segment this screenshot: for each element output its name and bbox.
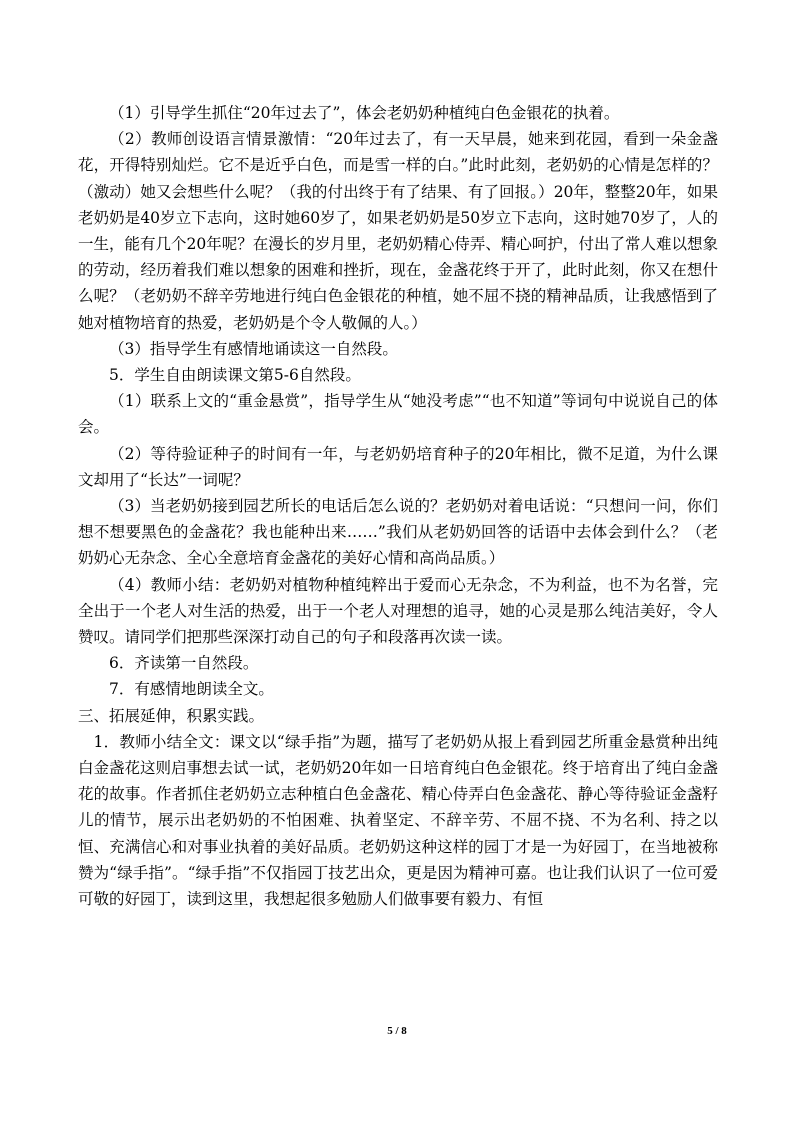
paragraph: （2）教师创设语言情景激情：“20年过去了，有一天早晨，她来到花园，看到一朵金盏花，开得特别灿烂。它不是近乎白色，而是雪一样的白。”此时此刻，老奶奶的心情是怎样的？（激动）她又会想些什么呢？（我的付出终于有了结果、有了回报。）20年，整整20年，如果老奶奶是40岁立下志向，这时她60岁了，如果老奶奶是50岁立下志向，这时她70岁了，人的一生，能有几个20年呢？在漫长的岁月里，老奶奶精心侍弄、精心呵护，付出了常人难以想象的劳动，经历着我们难以想象的困难和挫折，现在，金盏花终于开了，此时此刻，你又在想什么呢？（老奶奶不辞辛劳地进行纯白色金银花的种植，她不屈不挠的精神品质，让我感悟到了她对植物培育的热爱，老奶奶是个令人敬佩的人。）	[78, 130, 718, 332]
document-body	[78, 100, 718, 912]
paragraph: 7．有感情地朗读全文。	[109, 680, 274, 699]
paragraph: （3）当老奶奶接到园艺所长的电话后怎么说的？老奶奶对着电话说：“只想问一问，你们想不想要黑色的金盏花？我也能种出来……”我们从老奶奶回答的话语中去体会到什么？（老奶奶心无杂念、全心全意培育金盏花的美好心情和高尚品质。）	[78, 497, 718, 568]
paragraph: （1）联系上文的“重金悬赏”，指导学生从“她没考虑”“也不知道”等词句中说说自己的体会。	[78, 392, 718, 437]
paragraph: （2）等待验证种子的时间有一年，与老奶奶培育种子的20年相比，微不足道，为什么课文却用了“长达”一词呢？	[78, 444, 718, 489]
paragraph: （3）指导学生有感情地诵读这一自然段。	[109, 339, 398, 358]
paragraph: （4）教师小结：老奶奶对植物种植纯粹出于爱而心无杂念，不为利益，也不为名誉，完全出于一个老人对生活的热爱，出于一个老人对理想的追寻，她的心灵是那么纯洁美好，令人赞叹。请同学们把那些深深打动自己的句子和段落再次读一读。	[78, 575, 718, 647]
paragraph: 6．齐读第一自然段。	[109, 654, 259, 673]
paragraph: 1．教师小结全文：课文以“绿手指”为题，描写了老奶奶从报上看到园艺所重金悬赏种出纯白金盏花这则启事想去试一试，老奶奶20年如一日培育纯白色金银花。终于培育出了纯白金盏花的故事。作者抓住老奶奶立志种植白色金盏花、精心侍弄白色金盏花、静心等待验证金盏籽儿的情节，展示出老奶奶的不怕困难、执着坚定、不辞辛劳、不屈不挠、不为名利、持之以恒、充满信心和对事业执着的美好品质。老奶奶这种这样的园丁才是一为好园丁，在当地被称赞为“绿手指”。“绿手指”不仅指园丁技艺出众，更是因为精神可嘉。也让我们认识了一位可爱可敬的好园丁，读到这里，我想起很多勉励人们做事要有毅力、有恒	[78, 732, 718, 909]
paragraph: 5．学生自由朗读课文第5-6自然段。	[109, 366, 361, 385]
paragraph: （1）引导学生抓住“20年过去了”，体会老奶奶种植纯白色金银花的执着。	[109, 104, 620, 122]
page-number: 5 / 8	[387, 1025, 407, 1037]
section-heading: 三、拓展延伸，积累实践。	[78, 706, 265, 725]
